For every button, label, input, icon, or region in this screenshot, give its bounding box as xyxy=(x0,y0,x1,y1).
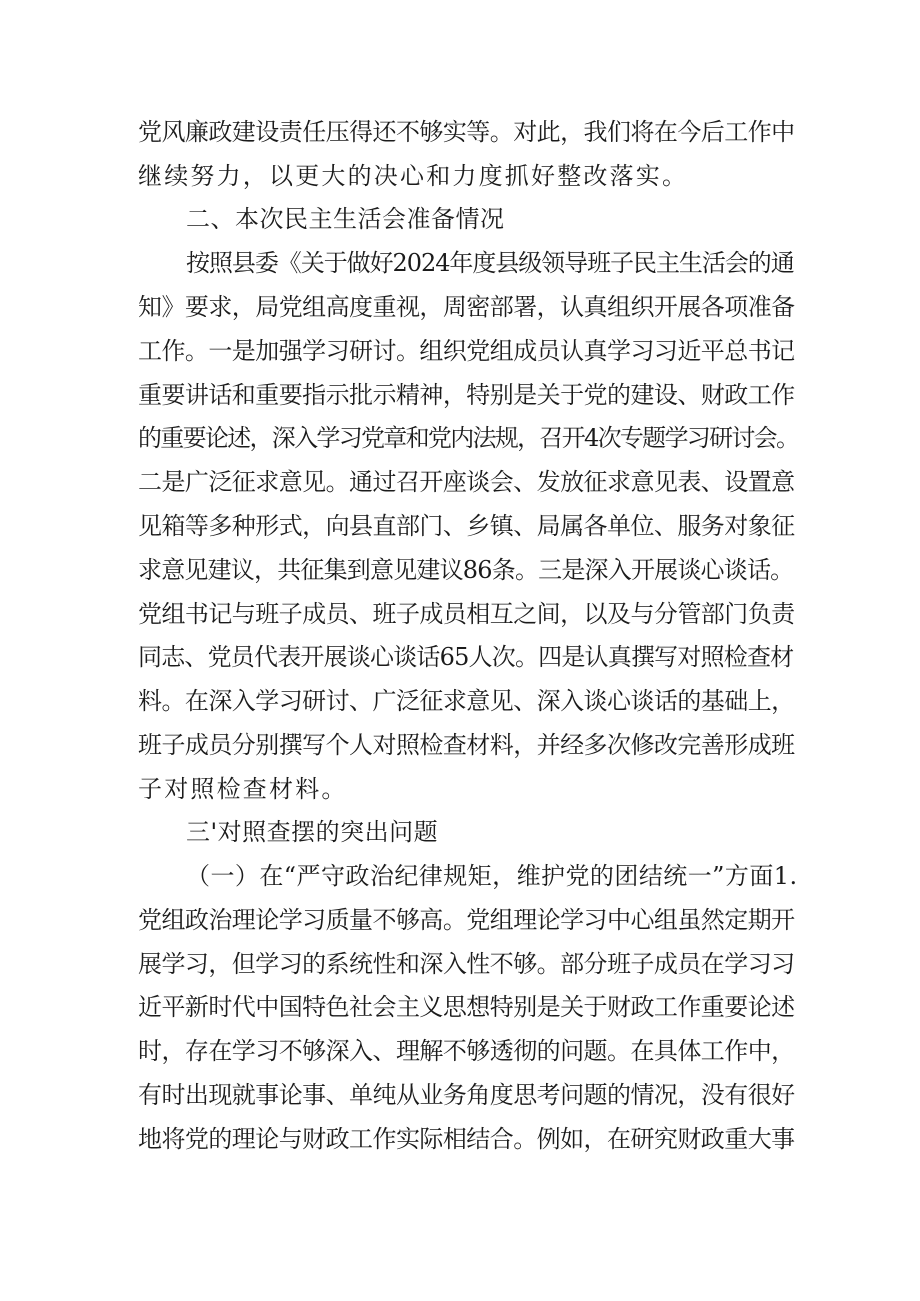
body-text-line: 料。在深入学习研讨、广泛征求意见、深入谈心谈话的基础上， xyxy=(138,687,795,715)
body-text-line: 时，存在学习不够深入、理解不够透彻的问题。在具体工作中， xyxy=(138,1037,795,1065)
body-text-line: 求意见建议，共征集到意见建议86条。三是深入开展谈心谈话。 xyxy=(138,556,794,584)
body-text-line: 按照县委《关于做好2024年度县级领导班子民主生活会的通 xyxy=(186,249,794,277)
body-text-line: 党风廉政建设责任压得还不够实等。对此，我们将在今后工作中 xyxy=(138,118,795,146)
body-text-line: 子对照检查材料。 xyxy=(138,775,348,803)
body-text-line: 的重要论述，深入学习党章和党内法规，召开4次专题学习研讨会。 xyxy=(138,424,799,452)
body-text-line: 重要讲话和重要指示批示精神，特别是关于党的建设、财政工作 xyxy=(138,381,795,409)
body-text-line: 地将党的理论与财政工作实际相结合。例如，在研究财政重大事 xyxy=(138,1125,795,1153)
body-text-line: 同志、党员代表开展谈心谈话65人次。四是认真撰写对照检查材 xyxy=(138,643,794,671)
body-text-line: 展学习，但学习的系统性和深入性不够。部分班子成员在学习习 xyxy=(138,950,795,978)
body-text-line: 党组书记与班子成员、班子成员相互之间，以及与分管部门负责 xyxy=(138,600,795,628)
body-text-line: 继续努力，以更大的决心和力度抓好整改落实。 xyxy=(138,162,689,190)
body-text-line: 有时出现就事论事、单纯从业务角度思考问题的情况，没有很好 xyxy=(138,1081,795,1109)
body-text-line: 二是广泛征求意见。通过召开座谈会、发放征求意见表、设置意 xyxy=(138,468,795,496)
body-text-line: （一）在“严守政治纪律规矩，维护党的团结统一”方面1. xyxy=(186,862,798,890)
section-heading: 二、本次民主生活会准备情况 xyxy=(186,205,505,233)
body-text-line: 知》要求，局党组高度重视，周密部署，认真组织开展各项准备 xyxy=(138,293,795,321)
section-heading: 三'对照查摆的突出问题 xyxy=(186,818,439,846)
body-text-line: 班子成员分别撰写个人对照检查材料，并经多次修改完善形成班 xyxy=(138,731,795,759)
body-text-line: 见箱等多种形式，向县直部门、乡镇、局属各单位、服务对象征 xyxy=(138,512,795,540)
body-text-line: 党组政治理论学习质量不够高。党组理论学习中心组虽然定期开 xyxy=(138,906,795,934)
body-text-line: 近平新时代中国特色社会主义思想特别是关于财政工作重要论述 xyxy=(138,993,795,1021)
body-text-line: 工作。一是加强学习研讨。组织党组成员认真学习习近平总书记 xyxy=(138,337,795,365)
